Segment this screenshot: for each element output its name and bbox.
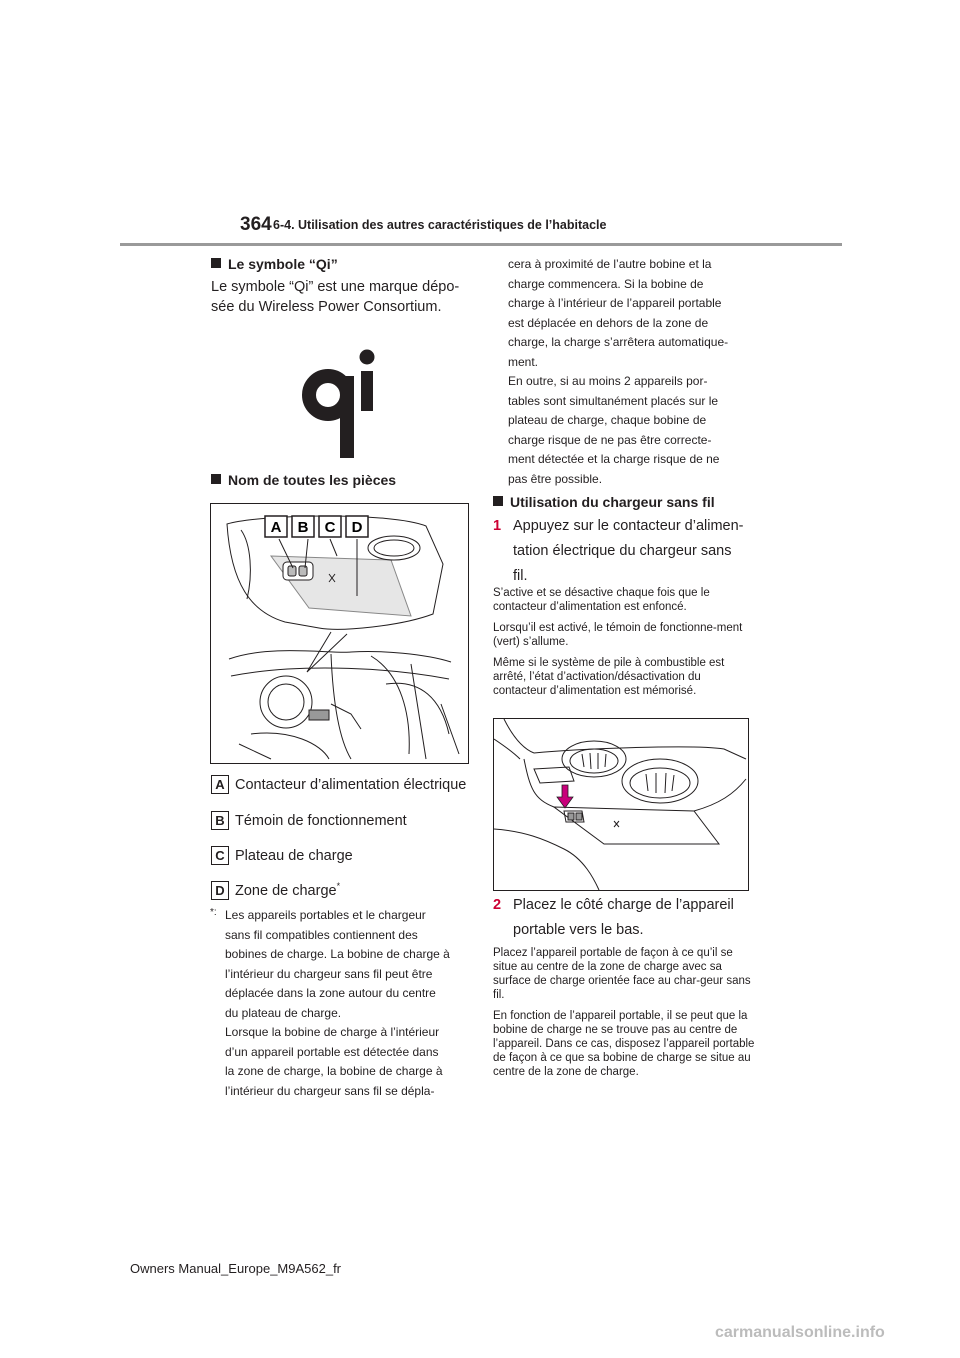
bullet-square-icon [493,496,503,506]
step-2: 2 Placez le côté charge de l’appareil portable vers le bas. [493,893,758,943]
console-drawing [211,504,468,763]
footnote [210,906,468,1101]
legend-item-c: C Plateau de charge [211,846,353,865]
watermark: carmanualsonline.info [715,1324,885,1341]
console-illustration [493,718,749,891]
step-2-number: 2 [493,897,502,913]
bullet-square-icon [211,258,221,268]
label-c: C [324,519,336,536]
page-number: 364 [240,214,272,235]
legend-item-b: B Témoin de fonctionnement [211,811,407,830]
label-b: B [297,519,309,536]
press-arrow-icon [557,785,573,808]
footer-text: Owners Manual_Europe_M9A562_fr [130,1261,342,1276]
legend-item-a: A Contacteur d’alimentation électrique [211,775,466,794]
parts-illustration [210,503,469,764]
footnote-lines: Les appareils portables et le chargeur sans fil compatibles contiennent des bobines de charge. La bobine de charge à l’intérieur du chargeur sans fil peut être déplacée dans la zone autour du centre du plateau de charge. Lorsque la bobine de charge à l’intérieur d’un appareil portable est détectée dans la zone de charge, la bobine de charge à l’intérieur du chargeur sans fil se dépla- [225,908,450,1098]
label-a: A [270,519,282,536]
qi-text: Le symbole “Qi” est une marque dépo- sée du Wireless Power Consortium. [211,279,460,315]
bullet-square-icon [211,474,221,484]
step-1-notes: S’active et se désactive chaque fois que le contacteur d’alimentation est enfoncé. Lorsqu’il est activé, le témoin de fonctionne-ment (vert) s’allume. Même si le système de pile à combustible est arrêté, l’état d’activation/désactivation du contacteur d’alimentation est mémorisé. [493,587,743,697]
qi-heading: Le symbole “Qi” [211,256,338,272]
header-rule [120,243,842,246]
footnote-continuation: cera à proximité de l’autre bobine et la charge commencera. Si la bobine de charge à l’intérieur de l’appareil portable est déplacée en dehors de la zone de charge, la charge s’arrêtera automatique- ment. En outre, si au moins 2 appareils por- tables sont simultanément placés sur le plateau de charge, chaque bobine de charge risque de ne pas être correcte- ment détectée et la charge risque de ne pas être possible. [508,257,729,486]
usage-heading: Utilisation du chargeur sans fil [493,494,715,510]
label-d: D [351,519,363,536]
legend-item-d: D Zone de charge* [211,881,340,900]
footnote-star: * [336,881,341,892]
step-1-number: 1 [493,518,502,534]
section-title: 6-4. Utilisation des autres caractéristiques de l’habitacle [273,218,607,232]
step-2-notes: Placez l’appareil portable de façon à ce qu’il se situe au centre de la zone de charge avec sa surface de charge orientée face au char-geur sans fil. En fonction de l’appareil portable, il se peut que la bobine de charge ne se trouve pas au centre de l’appareil. Dans ce cas, disposez l’appareil portable de façon à ce que sa bobine de charge se situe au centre de la zone de charge. [493,947,755,1078]
footnote-mark: *: [210,907,217,918]
step-1: 1 Appuyez sur le contacteur d’alimen- tation électrique du chargeur sans fil. [493,514,758,589]
qi-logo-icon [300,345,380,460]
part-labels [265,516,368,537]
charger-console-drawing [494,719,748,890]
parts-heading: Nom de toutes les pièces [211,472,396,488]
